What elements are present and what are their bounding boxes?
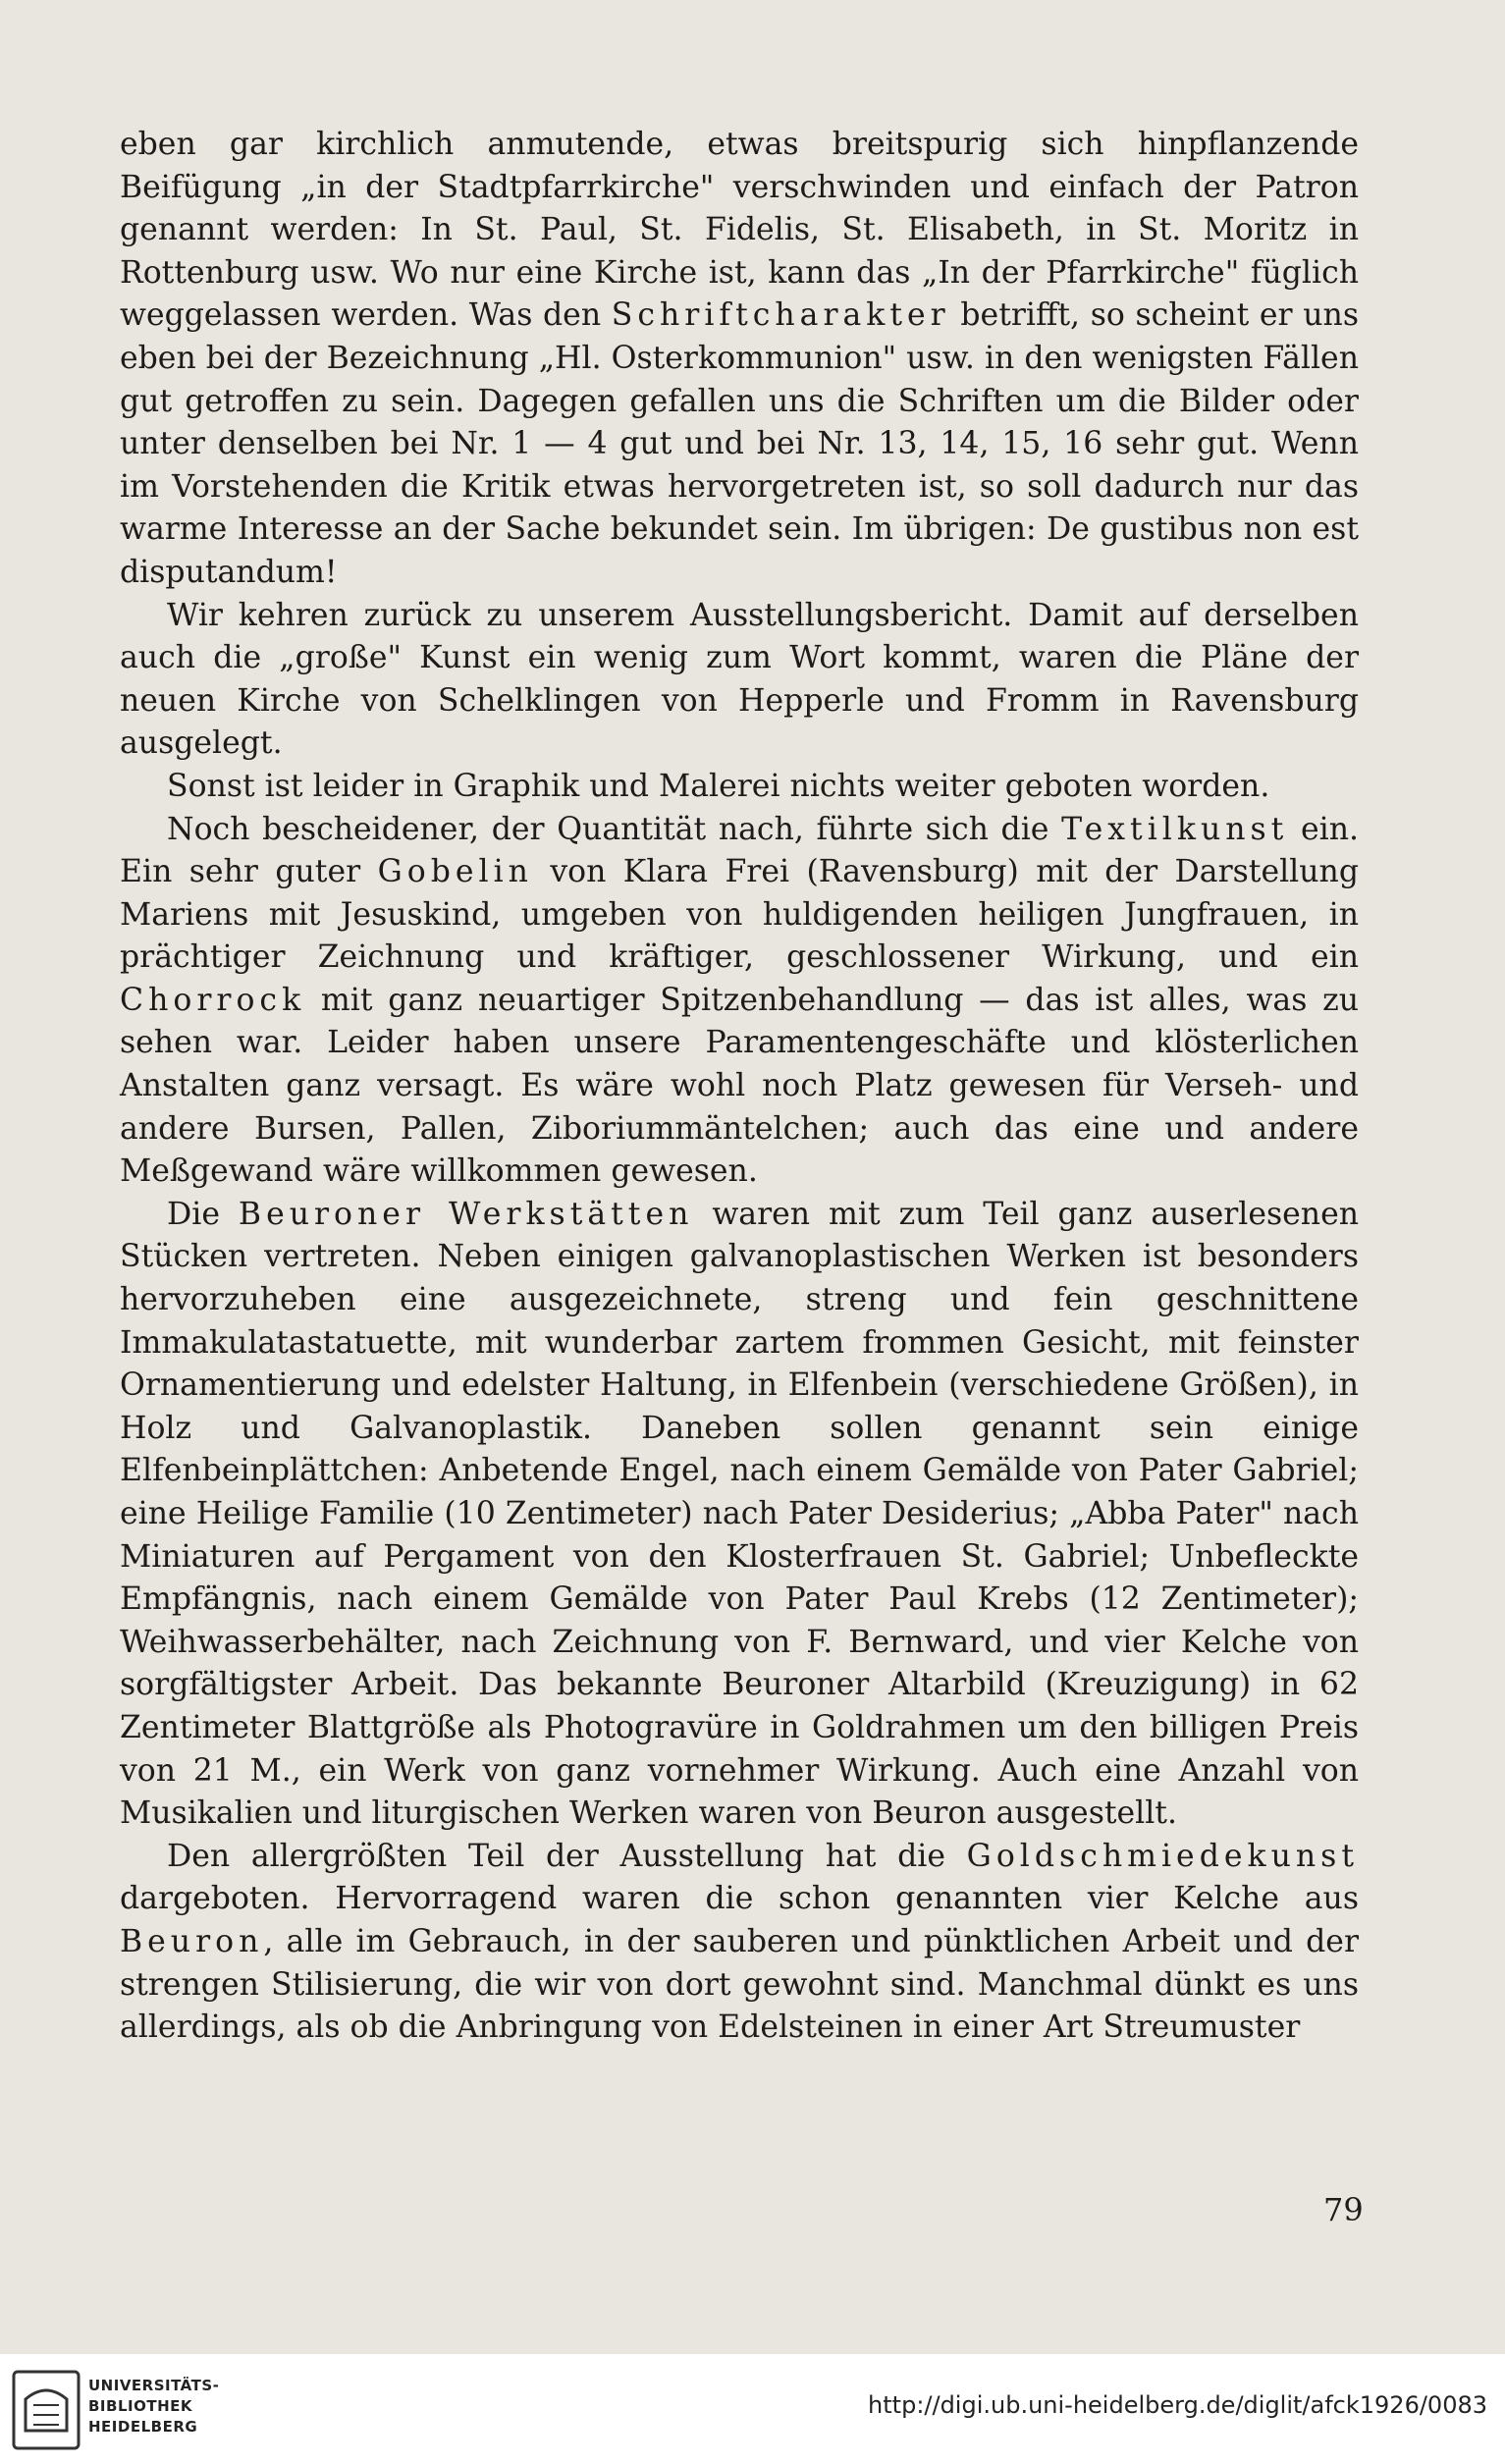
page-number: 79 (1323, 2191, 1364, 2228)
paragraph-5 (120, 1194, 1359, 1836)
text-run: von Klara Frei (Ravensburg) mit der Darstellung Mariens mit Jesuskind, umgeben von huldigenden heiligen Jungfrauen, in prächtiger Zeichnung und kräftiger, geschlossener Wirkung, und ein (120, 854, 1359, 976)
text-run: betrifft, so scheint er uns eben bei der Bezeichnung „Hl. Osterkommunion" usw. in den wenigsten Fällen gut getroffen zu sein. Dagegen gefallen uns die Schriften um die Bilder oder unter denselben bei Nr. 1 — 4 gut und bei Nr. 13, 14, 15, 16 sehr gut. Wenn im Vorstehenden die Kritik etwas hervorgetreten ist, so soll dadurch nur das warme Interesse an der Sache bekundet sein. Im übrigen: De gustibus non est disputandum! (120, 297, 1360, 590)
text-run: dargeboten. Hervorragend waren die schon genannten vier Kelche aus (120, 1881, 1359, 1917)
spaced-emphasis: Schriftcharakter (611, 297, 950, 334)
text-run: Noch bescheidener, der Quantität nach, führte sich die (167, 811, 1062, 847)
paragraph-6 (120, 1836, 1359, 2050)
logo-line: UNIVERSITÄTS- (88, 2377, 220, 2394)
text-run: , alle im Gebrauch, in der sauberen und pünktlichen Arbeit und der strengen Stilisierung, die wir von dort gewohnt sind. Manchmal dünkt es uns allerdings, als ob die Anbringung von Edelsteinen in einer Art Streumuster (120, 1923, 1359, 2046)
text-run: eben gar kirchlich anmutende, etwas breitspurig sich hinpflanzende Beifügung „in der Stadtpfarrkirche" verschwinden und einfach der Patron genannt werden: In St. Paul, St. Fidelis, St. Elisabeth, in St. Moritz in Rottenburg usw. Wo nur eine Kirche ist, kann das „In der Pfarrkirche" füglich weggelassen werden. Was den (120, 127, 1359, 334)
footer-bar (0, 2354, 1505, 2464)
text-run: Den allergrößten Teil der Ausstellung hat die (167, 1838, 967, 1874)
paragraph-1 (120, 124, 1359, 595)
spaced-emphasis: Gobelin (377, 854, 533, 890)
spaced-emphasis: Beuron (120, 1923, 264, 1959)
source-url-link[interactable]: http://digi.ub.uni-heidelberg.de/diglit/afck1926/0083 (868, 2391, 1487, 2419)
text-run: mit ganz neuartiger Spitzenbehandlung — das ist alles, was zu sehen war. Leider haben unsere Paramentengeschäfte und klösterlichen Anstalten ganz versagt. Es wäre wohl noch Platz gewesen für Verseh- und andere Bursen, Pallen, Ziboriummäntelchen; auch das eine und andere Meßgewand wäre willkommen gewesen. (120, 982, 1359, 1190)
paragraph-2 (120, 595, 1359, 766)
logo-line: HEIDELBERG (88, 2418, 198, 2436)
paragraph-4 (120, 809, 1359, 1194)
body-text (120, 124, 1359, 2050)
university-seal-icon (12, 2370, 81, 2450)
spaced-emphasis: Chorrock (120, 982, 306, 1018)
spaced-emphasis: Beuroner Werkstätten (238, 1196, 694, 1232)
text-run: waren mit zum Teil ganz auserlesenen Stücken vertreten. Neben einigen galvanoplastischen Werken ist besonders hervorzuheben eine ausgezeichnete, streng und fein geschnittene Immakulatastatuette, mit wunderbar zartem frommen Gesicht, mit feinster Ornamentierung und edelster Haltung, in Elfenbein (verschiedene Größen), in Holz und Galvanoplastik. Daneben sollen genannt sein einige Elfenbeinplättchen: Anbetende Engel, nach einem Gemälde von Pater Gabriel; eine Heilige Familie (10 Zentimeter) nach Pater Desiderius; „Abba Pater" nach Miniaturen auf Pergament von den Klosterfrauen St. Gabriel; Unbefleckte Empfängnis, nach einem Gemälde von Pater Paul Krebs (12 Zentimeter); Weihwasserbehälter, nach Zeichnung von F. Bernward, und vier Kelche von sorgfältigster Arbeit. Das bekannte Beuroner Altarbild (Kreuzigung) in 62 Zentimeter Blattgröße als Photogravüre in Goldrahmen um den billigen Preis von 21 M., ein Werk von ganz vornehmer Wirkung. Auch eine Anzahl von Musikalien und liturgischen Werken waren von Beuron ausgestellt. (120, 1196, 1360, 1832)
spaced-emphasis: Goldschmiedekunst (966, 1838, 1359, 1874)
library-logo-text (88, 2376, 219, 2437)
text-run: Wir kehren zurück zu unserem Ausstellungsbericht. Damit auf derselben auch die „große" Kunst ein wenig zum Wort kommt, waren die Pläne der neuen Kirche von Schelklingen von Hepperle und Fromm in Ravensburg ausgelegt. (120, 597, 1359, 762)
text-run: ein. Ein sehr guter (120, 811, 1360, 890)
text-run: Die (167, 1196, 239, 1232)
text-run: Sonst ist leider in Graphik und Malerei nichts weiter geboten worden. (167, 768, 1270, 804)
logo-line: BIBLIOTHEK (88, 2397, 192, 2415)
paragraph-3 (120, 766, 1359, 809)
spaced-emphasis: Textilkunst (1061, 811, 1289, 847)
